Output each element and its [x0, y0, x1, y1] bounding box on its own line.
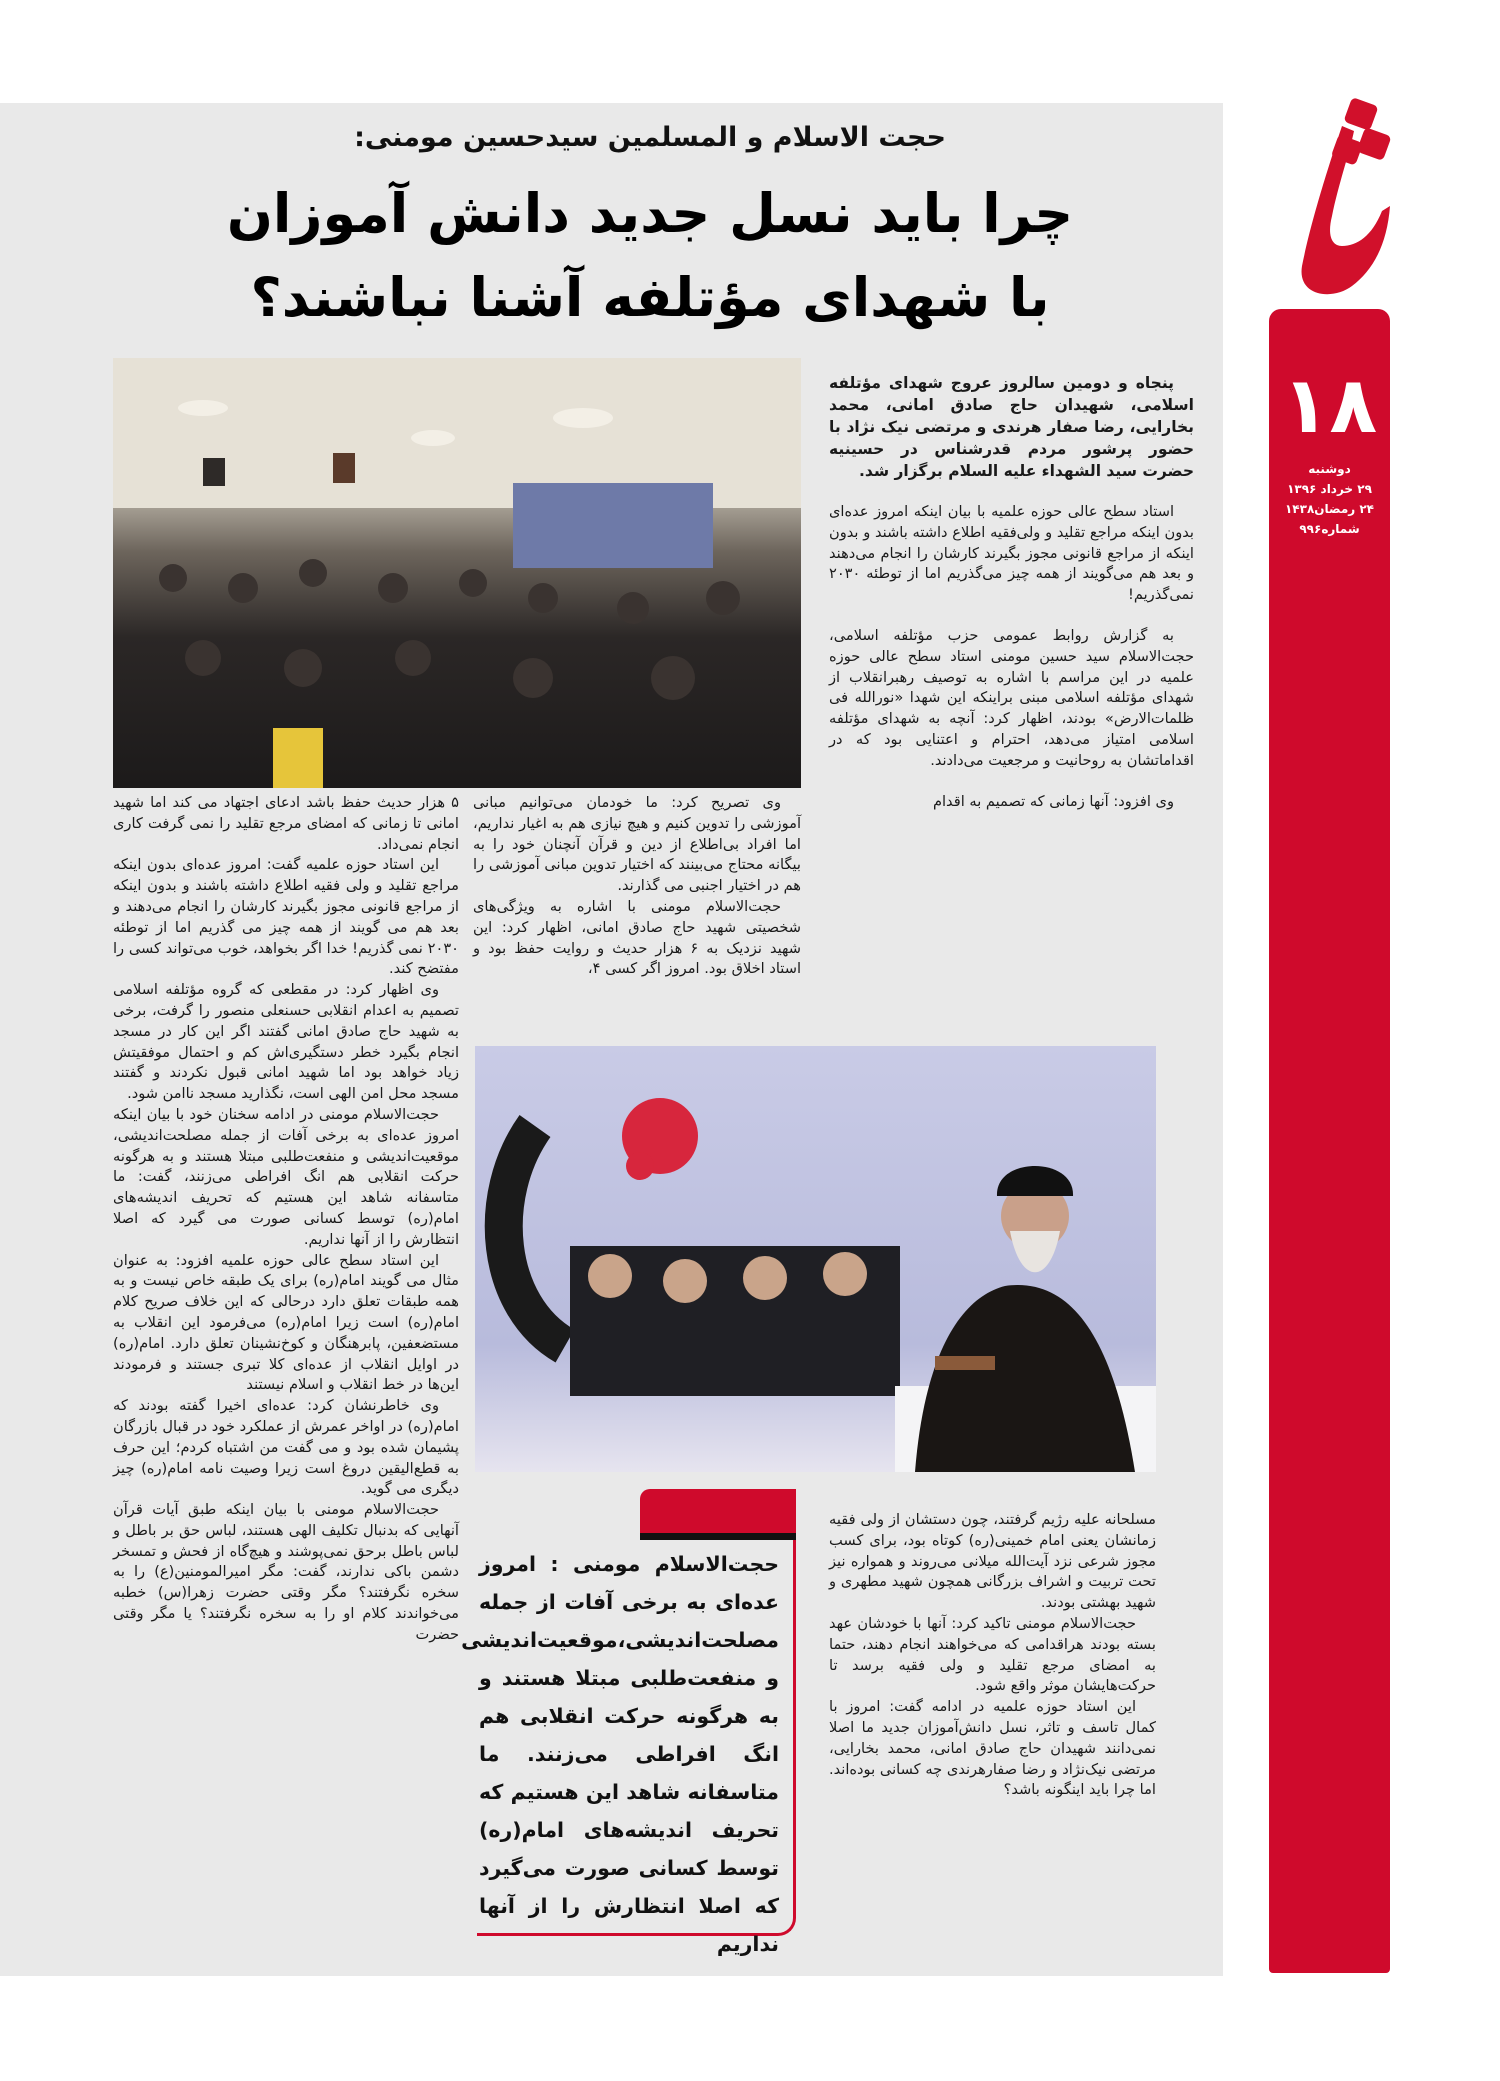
speaker-photo: [475, 1046, 1156, 1472]
paragraph: استاد سطح عالی حوزه علمیه با بیان اینکه امروز عده‌ای بدون اینکه مراجع تقلید و ولی‌فقیه اطلاع داشته باشند و بدون اینکه از مراجع قانونی مجوز بگیرند کارشان را انجام می‌دهند و بعد هم می‌گویند از همه چیز می‌گذریم اما از توطئه ۲۰۳۰ نمی‌گذریم!: [829, 503, 1194, 604]
kicker: حجت الاسلام و المسلمین سیدحسین مومنی:: [354, 122, 946, 153]
page-info-sidebar: [1269, 309, 1390, 1973]
page-number: ۱۸: [1281, 361, 1378, 451]
pull-quote-text: حجت‌الاسلام مومنی : امروز عده‌ای به برخی آفات از جمله مصلحت‌اندیشی،موقعیت‌اندیشی و منفعت‌طلبی مبتلا هستند و به هرگونه حرکت انقلابی هم انگ افراطی می‌زنند. ما متاسفانه شاهد این هستیم که تحریف اندیشه‌های امام(ره) توسط کسانی صورت می‌گیرد که اصلا انتظارش را از آنها نداریم: [461, 1552, 779, 1956]
paragraph: به گزارش روابط عمومی حزب مؤتلفه اسلامی، حجت‌الاسلام سید حسین مومنی استاد سطح عالی حوزه علمیه در این مراسم با اشاره به توصیف رهبرانقلاب از شهدای مؤتلفه اسلامی مبنی براینکه این شهدا «نورالله فی ظلمات‌الارض» بودند، اظهار کرد: آنچه به شهدای مؤتلفه اسلامی امتیاز می‌دهد، احترام و اعتنایی بود که در اقداماتشان به روحانیت و مرجعیت می‌دادند.: [829, 626, 1194, 769]
article-column-middle: [473, 793, 801, 980]
paragraph: ۵ هزار حدیث حفظ باشد ادعای اجتهاد می کند اما شهید امانی تا زمانی که امضای مرجع تقلید را نمی گرفت کاری انجام نمی‌داد.: [113, 794, 459, 853]
paragraph: وی افزود: آنها زمانی که تصمیم به اقدام: [932, 792, 1174, 810]
headline-line: با شهدای مؤتلفه آشنا نباشند؟: [250, 266, 1050, 329]
ceremony-hall-photo: [113, 358, 801, 788]
article-column-bottom-right: [829, 1510, 1156, 1801]
paragraph: حجت‌الاسلام مومنی در ادامه سخنان خود با بیان اینکه امروز عده‌ای به برخی آفات از جمله مصلحت‌اندیشی، موقعیت‌اندیشی و منفعت‌طلبی مبتلا هستند و به هرگونه حرکت انقلابی هم انگ افراطی می‌زنند، گفت: ما متاسفانه شاهد این هستیم که تحریف اندیشه‌های امام(ره) توسط کسانی صورت می گیرد که اصلا انتظارش را از آنها نداریم.: [113, 1105, 459, 1248]
headline-line: چرا باید نسل جدید دانش آموزان: [226, 182, 1074, 245]
headline: [130, 172, 1170, 340]
paragraph: حجت‌الاسلام مومنی با اشاره به ویژگی‌های شخصیتی شهید حاج صادق امانی، اظهار کرد: این شهید نزدیک به ۶ هزار حدیث و روایت حفظ بود و استاد اخلاق بود. امروز اگر کسی ۴،: [473, 897, 802, 978]
article-column-right: [829, 372, 1194, 812]
paragraph: حجت‌الاسلام مومنی تاکید کرد: آنها با خودشان عهد بسته بودند هراقدامی که می‌خواهند انجام دهند، حتما به امضای مرجع تقلید و ولی فقیه برسد تا حرکت‌هایشان موثر واقع شود.: [829, 1614, 1156, 1695]
pull-quote-box: [461, 1489, 796, 1956]
weekday: دوشنبه: [1308, 462, 1351, 476]
lead-paragraph: پنجاه و دومین سالروز عروج شهدای مؤتلفه اسلامی، شهیدان حاج صادق امانی، محمد بخارایی، رضا صفار هرندی و مرتضی نیک نژاد با حضور پرشور مردم قدرشناس در حسینیه حضرت سید الشهداء علیه السلام برگزار شد.: [829, 374, 1194, 480]
issue-number: شماره۹۹۶: [1299, 522, 1360, 536]
paragraph: وی خاطرنشان کرد: عده‌ای اخیرا گفته بودند که امام(ره) در اواخر عمرش از عملکرد خود در قبال بازرگان پشیمان شده بود و می گفت من اشتباه کردم؛ این حرف به قطع‌الیقین دروغ است زیرا وصیت نامه امام(ره) چیز دیگری می گوید.: [113, 1397, 459, 1498]
publication-logo: [1272, 96, 1394, 306]
paragraph: این استاد حوزه علمیه در ادامه گفت: امروز با کمال تاسف و تاثر، نسل دانش‌آموزان جدید ما اصلا نمی‌دانند شهیدان حاج صادق امانی، محمد بخارایی، مرتضی نیک‌نژاد و رضا صفارهرندی چه کسانی بوده‌اند. اما چرا باید اینگونه باشد؟: [829, 1698, 1156, 1799]
date-lunar: ۲۴ رمضان۱۴۳۸: [1284, 502, 1375, 516]
paragraph: مسلحانه علیه رژیم گرفتند، چون دستشان از ولی فقیه زمانشان یعنی امام خمینی(ره) کوتاه بود، برای کسب مجوز شرعی نزد آیت‌الله میلانی می‌روند و همواره نیز تحت تربیت و اشراف بزرگانی همچون شهید مطهری و شهید بهشتی بودند.: [829, 1511, 1156, 1612]
date-solar: ۲۹ خرداد ۱۳۹۶: [1287, 482, 1372, 496]
paragraph: این استاد سطح عالی حوزه علمیه افزود: به عنوان مثال می گویند امام(ره) برای یک طبقه خاص نیست و به همه طبقات تعلق دارد درحالی که این خلاف صریح کلام امام(ره) است زیرا امام(ره) می‌فرمود این انقلاب به مستضعفین، پابرهنگان و کوخ‌نشینان تعلق دارد. امام(ره) در اوایل انقلاب از عده‌ای کلا تبری جستند و فرمودند این‌ها در خط انقلاب و اسلام نیستند: [113, 1251, 459, 1394]
paragraph: حجت‌الاسلام مومنی با بیان اینکه طبق آیات قرآن آنهایی که بدنبال تکلیف الهی هستند، لباس حق بر باطل و لباس باطل برحق نمی‌پوشند و هیچ‌گاه از فحش و تمسخر دشمن باکی ندارند، گفت: مگر امیرالمومنین(ع) را به سخره نگرفتند؟ مگر وقتی حضرت زهرا(س) خطبه می‌خواندند کلام او را به سخره نگرفتند؟ یا مگر وقتی حضرت: [113, 1501, 459, 1643]
pull-quote-tab: [640, 1489, 796, 1540]
paragraph: وی تصریح کرد: ما خودمان می‌توانیم مبانی آموزشی را تدوین کنیم و هیچ نیازی هم به اغیار نداریم، اما افراد بی‌اطلاع از دین و قرآن آنچنان خود را به بیگانه محتاج می‌بینند که اختیار تدوین مبانی آموزشی را هم در اختیار اجنبی می گذارند.: [473, 794, 801, 895]
article-column-left: [113, 793, 459, 1646]
paragraph: این استاد حوزه علمیه گفت: امروز عده‌ای بدون اینکه مراجع تقلید و ولی فقیه اطلاع داشته باشند و بدون اینکه از مراجع قانونی مجوز بگیرند کارشان را انجام می‌دهند و بعد هم می گویند از همه چیز می گذریم اما از توطئه ۲۰۳۰ نمی گذریم! خدا اگر بخواهد، خوب می‌تواند کسی را مفتضح کند.: [113, 856, 459, 978]
paragraph: وی اظهار کرد: در مقطعی که گروه مؤتلفه اسلامی تصمیم به اعدام انقلابی حسنعلی منصور را گرفت، برخی به شهید حاج صادق امانی گفتند اگر این کار در مسجد انجام بگیرد خطر دستگیری‌اش کم و احتمال موفقیتش زیاد خواهد بود اما شهید امانی قبول نکردند و گفتند مسجد محل امن الهی است، نگذارید مسجد ناامن شود.: [113, 981, 459, 1103]
